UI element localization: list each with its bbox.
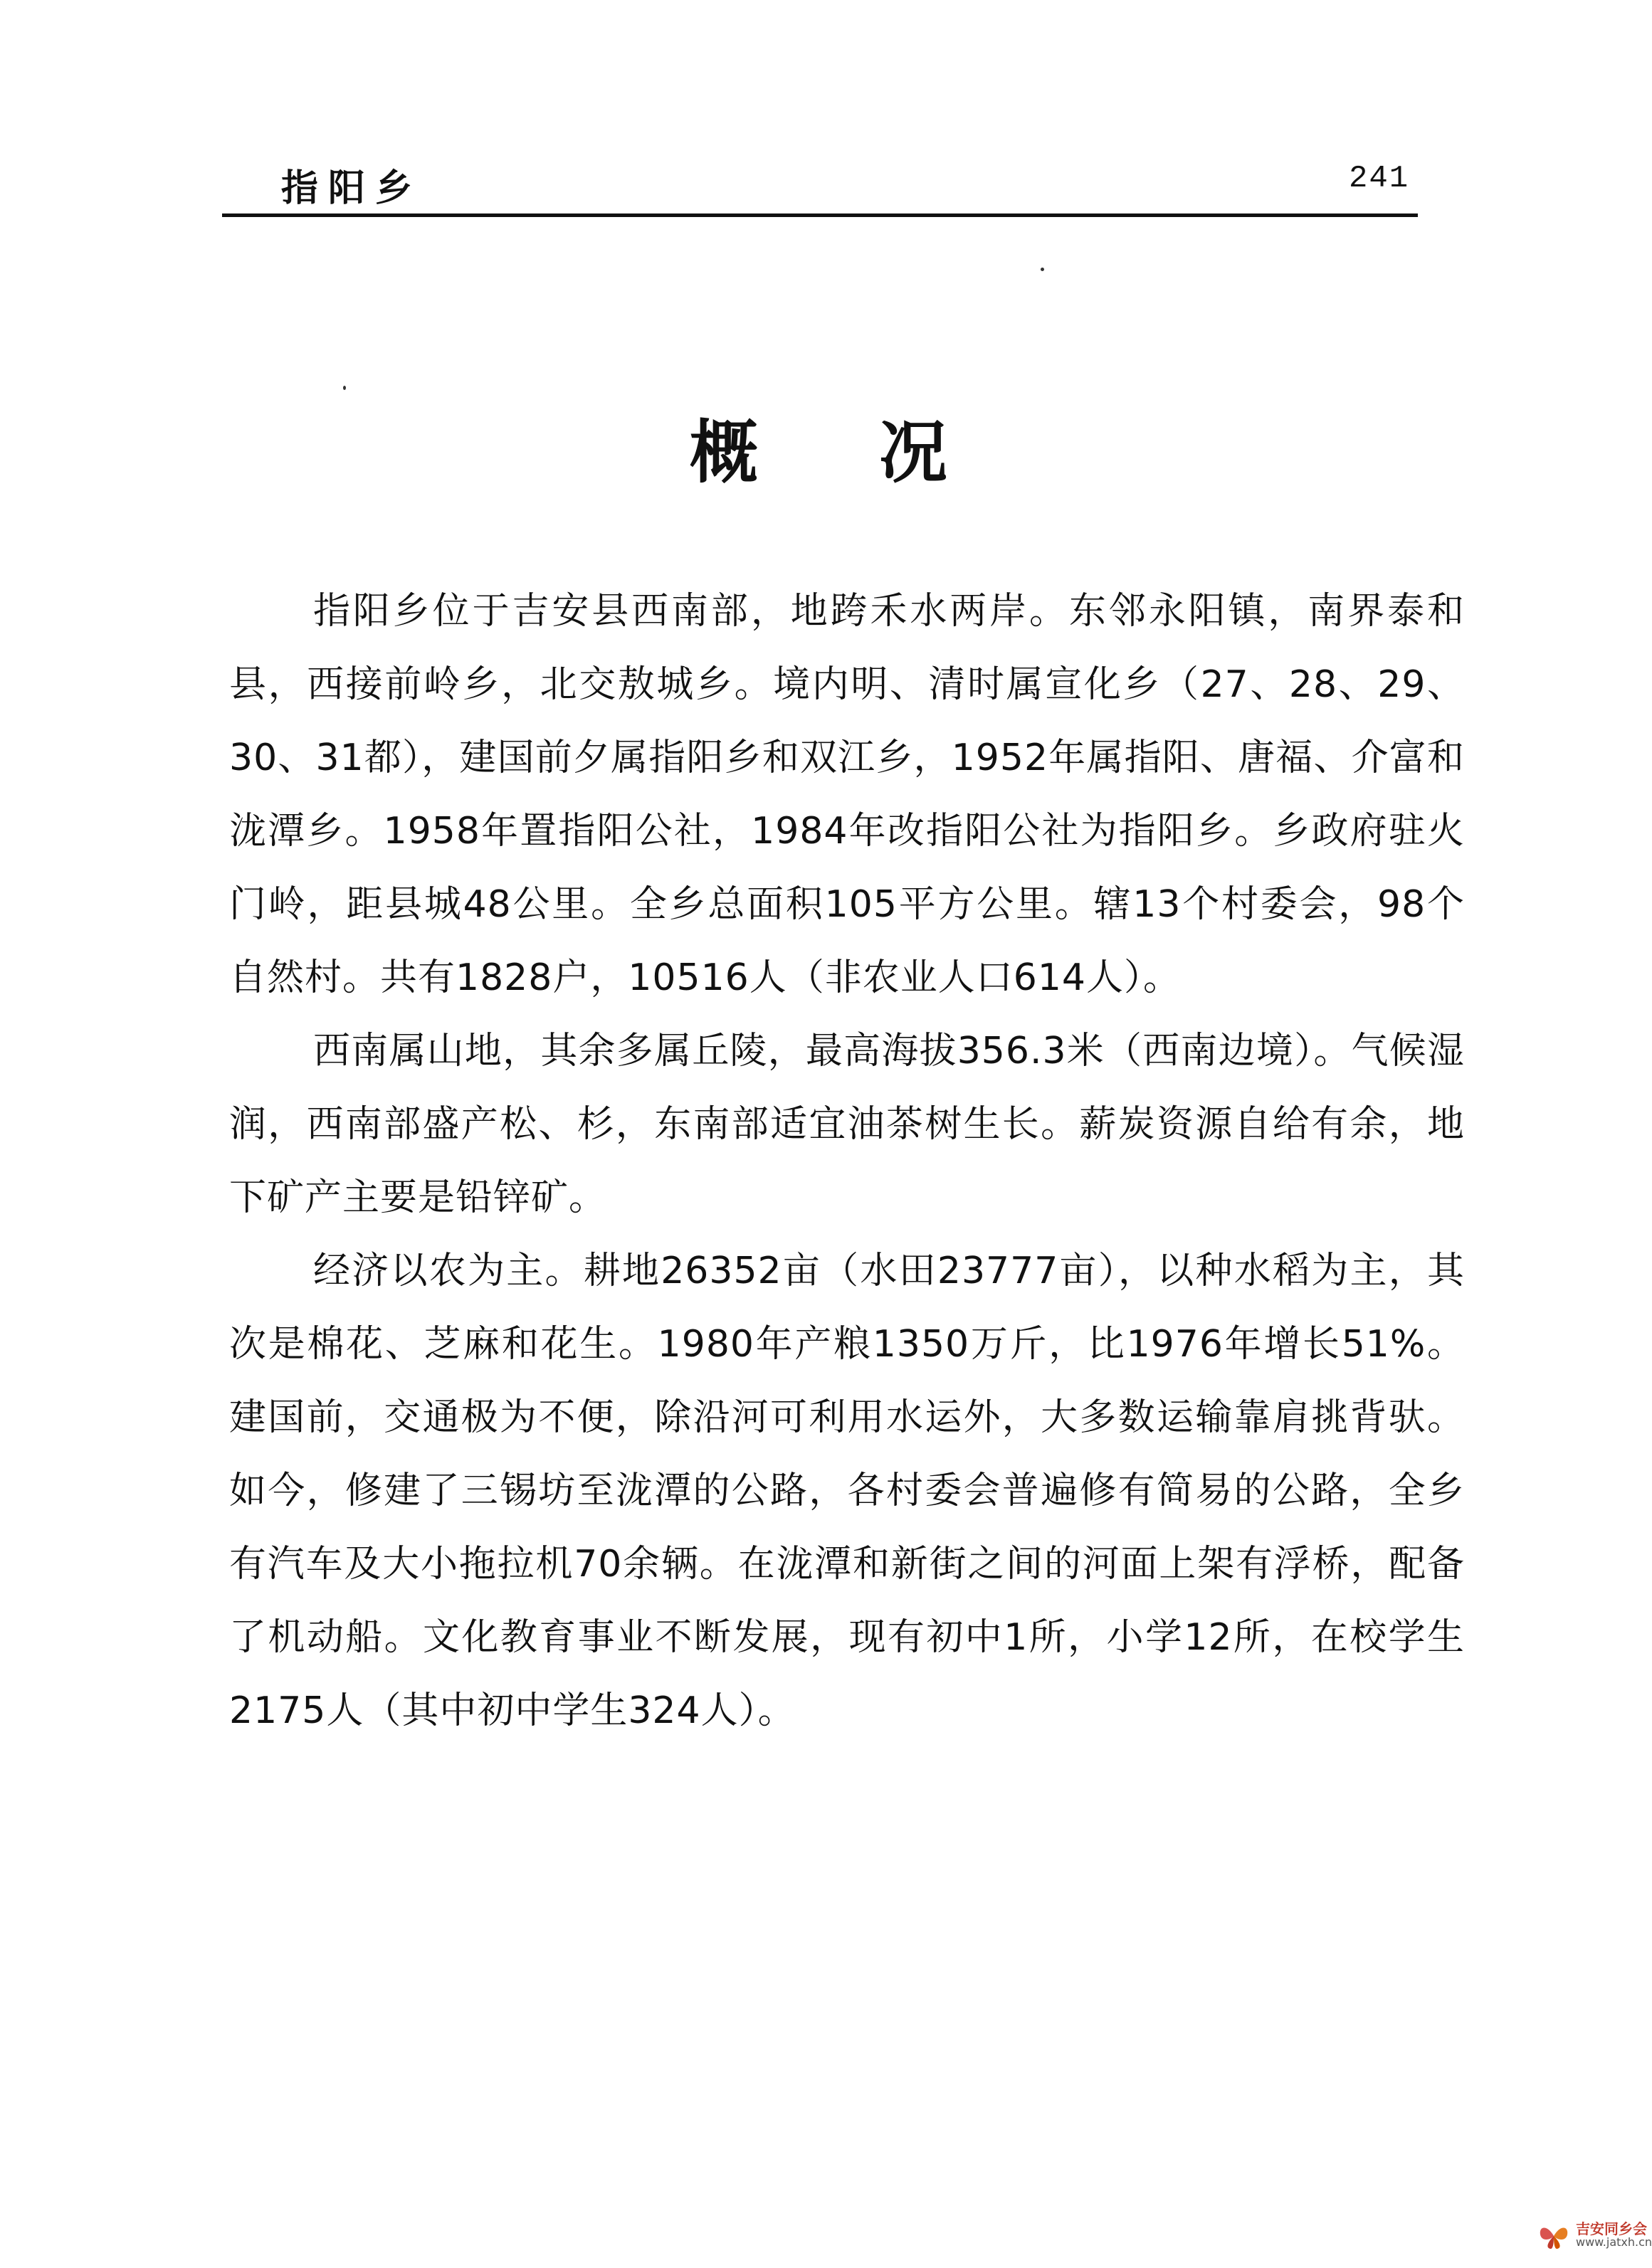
scan-speck (1041, 268, 1044, 271)
scan-speck (343, 386, 346, 390)
watermark-name: 吉安同乡会 (1576, 2220, 1647, 2238)
body-text (229, 575, 1465, 1748)
page-title: 概况 (690, 413, 1068, 492)
page-number: 241 (1349, 161, 1410, 196)
paragraph: 指阳乡位于吉安县西南部，地跨禾水两岸。东邻永阳镇，南界泰和县，西接前岭乡，北交敖城乡。境内明、清时属宣化乡（27、28、29、30、31都），建国前夕属指阳乡和双江乡，1952年属指阳、唐福、介富和泷潭乡。1958年置指阳公社，1984年改指阳公社为指阳乡。乡政府驻火门岭，距县城48公里。全乡总面积105平方公里。辖13个村委会，98个自然村。共有1828户，10516人（非农业人口614人）。 (229, 590, 1465, 999)
watermark-url: www.jatxh.cn (1576, 2235, 1652, 2249)
header-rule (222, 213, 1418, 217)
butterfly-logo-icon (1537, 2219, 1570, 2252)
running-head: 指阳乡 (281, 167, 423, 210)
paragraph: 西南属山地，其余多属丘陵，最高海拔356.3米（西南边境）。气候湿润，西南部盛产松、杉，东南部适宜油茶树生长。薪炭资源自给有余，地下矿产主要是铅锌矿。 (229, 1030, 1465, 1219)
paragraph: 经济以农为主。耕地26352亩（水田23777亩），以种水稻为主，其次是棉花、芝麻和花生。1980年产粮1350万斤，比1976年增长51%。建国前，交通极为不便，除沿河可利用水运外，大多数运输靠肩挑背驮。如今，修建了三锡坊至泷潭的公路，各村委会普遍修有简易的公路，全乡有汽车及大小拖拉机70余辆。在泷潭和新街之间的河面上架有浮桥，配备了机动船。文化教育事业不断发展，现有初中1所，小学12所，在校学生2175人（其中初中学生324人）。 (229, 1250, 1465, 1732)
watermark (1537, 2219, 1652, 2252)
